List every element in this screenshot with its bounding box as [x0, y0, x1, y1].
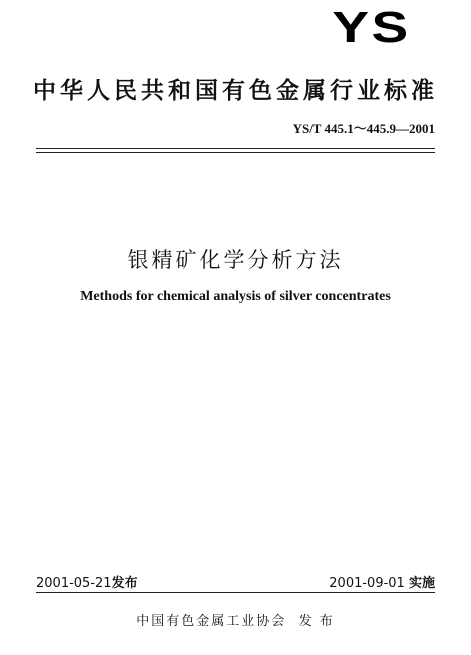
implementation-date-line — [329, 572, 435, 591]
standard-code: YS/T 445.1～445.9—2001 — [292, 121, 435, 136]
document-title-chinese: 银精矿化学分析方法 — [127, 248, 344, 272]
footer-divider — [36, 592, 435, 593]
ys-logo: YS — [332, 3, 411, 52]
document-title-english: Methods for chemical analysis of silver concentrates — [80, 289, 391, 304]
publisher-action: 发 布 — [298, 614, 335, 629]
issue-label: 发布 — [111, 576, 138, 591]
header-divider-bottom — [36, 152, 435, 153]
issue-date: 2001-05-21 — [36, 576, 112, 591]
implementation-date: 2001-09-01 — [329, 576, 405, 591]
issue-date-line — [36, 572, 138, 591]
header-divider-top — [36, 148, 435, 149]
implementation-label: 实施 — [408, 576, 435, 591]
publisher-name: 中国有色金属工业协会 — [136, 614, 287, 629]
publisher-line — [0, 610, 471, 629]
standard-category-title: 中华人民共和国有色金属行业标准 — [33, 78, 438, 104]
